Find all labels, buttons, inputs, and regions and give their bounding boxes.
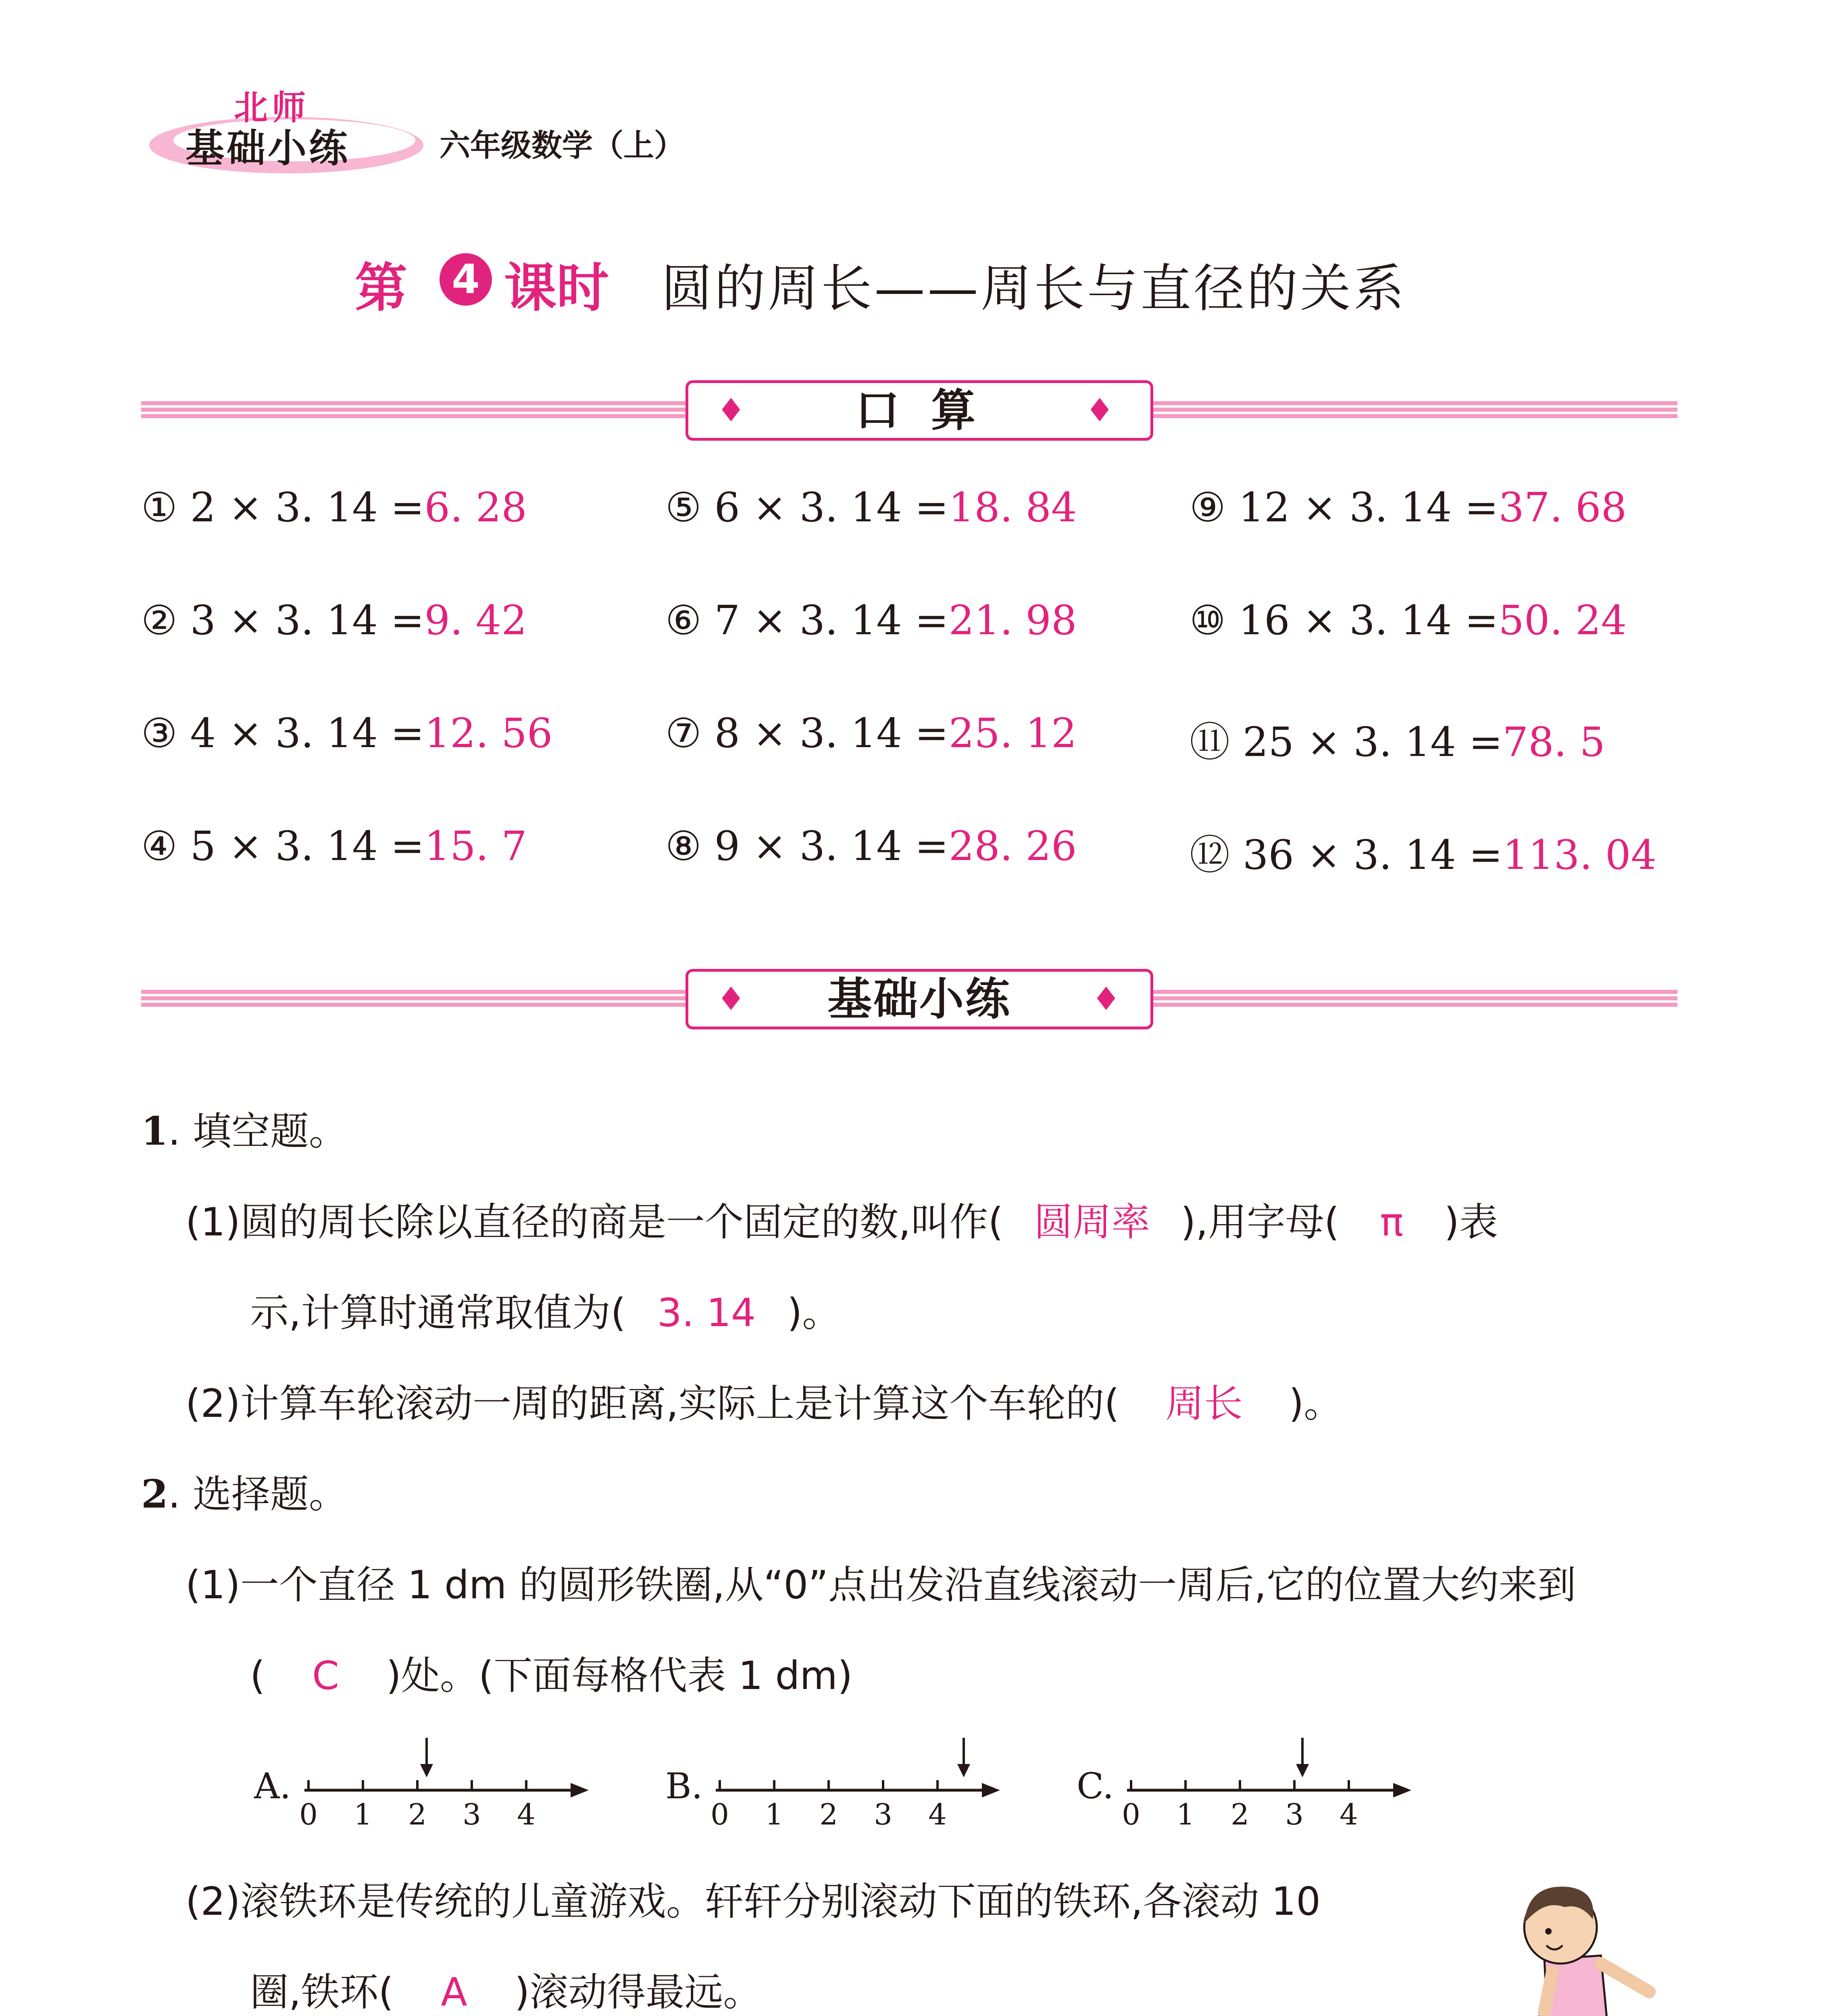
answer-blank: 周长: [1165, 1381, 1243, 1426]
tick-label: 1: [354, 1797, 372, 1831]
calc-item: ③ 4 × 3. 14 =12. 56: [141, 710, 553, 757]
diamond-icon: ♦: [717, 980, 747, 1018]
answer-blank: C: [312, 1653, 339, 1698]
logo-series: 基础小练: [185, 126, 350, 171]
option-letter: A.: [254, 1765, 291, 1807]
section-oral-title: 口 算: [855, 385, 984, 436]
section-basic-title: 基础小练: [827, 973, 1011, 1025]
option-letter: B.: [665, 1765, 703, 1807]
number-line-a: [254, 1738, 589, 1831]
question-2-part-1-cont: ( C )处。(下面每格代表 1 dm): [250, 1653, 853, 1698]
question-2-part-1: (1)一个直径 1 dm 的圆形铁圈,从“0”点出发沿直线滚动一周后,它的位置大约来到: [185, 1562, 1576, 1608]
tick-label: 0: [1122, 1797, 1140, 1831]
calc-item: ⑪ 25 × 3. 14 =78. 5: [1190, 719, 1605, 766]
calc-item: ① 2 × 3. 14 =6. 28: [141, 484, 527, 531]
tick-label: 2: [1231, 1797, 1249, 1831]
diamond-icon: ♦: [1085, 392, 1122, 429]
lesson-suffix: 课时: [504, 257, 609, 319]
question-1-part-2: (2)计算车轮滚动一周的距离,实际上是计算这个车轮的( 周长 )。: [185, 1373, 1342, 1428]
arrow-down-icon: [420, 1738, 433, 1777]
logo-publisher: 北师: [234, 88, 310, 127]
tick-label: 4: [928, 1797, 947, 1831]
lesson-prefix: 第: [355, 257, 408, 319]
tick-label: 1: [765, 1797, 783, 1831]
calc-item: ⑧ 9 × 3. 14 =28. 26: [665, 823, 1077, 870]
diamond-icon: ♦: [717, 392, 754, 429]
number-line-ticks: [308, 1780, 526, 1790]
calc-item: ⑫ 36 × 3. 14 =113. 04: [1190, 831, 1657, 879]
tick-label: 2: [408, 1797, 427, 1831]
tick-label: 1: [1176, 1797, 1195, 1831]
tick-label: 0: [710, 1797, 729, 1831]
tick-label: 2: [819, 1797, 838, 1831]
lesson-title: 圆的周长——周长与直径的关系: [661, 259, 1406, 318]
calc-item: ⑥ 7 × 3. 14 =21. 98: [665, 597, 1077, 644]
answer-blank: π: [1380, 1200, 1404, 1245]
calc-item: ⑩ 16 × 3. 14 =50. 24: [1190, 597, 1627, 644]
number-line-ticks: [720, 1780, 938, 1790]
calc-item: ② 3 × 3. 14 =9. 42: [141, 597, 527, 644]
option-letter: C.: [1077, 1765, 1114, 1807]
lesson-number-badge: 4: [440, 253, 492, 306]
number-line-options: [242, 1726, 1452, 1847]
question-2-heading: 2. 选择题。: [141, 1471, 348, 1517]
question-1-part-1-cont: 示,计算时通常取值为( 3. 14 )。: [250, 1290, 841, 1335]
number-line-c: [1077, 1738, 1411, 1831]
arrow-down-icon: [1296, 1738, 1309, 1777]
section-oral-banner: [685, 380, 1153, 441]
answer-blank: 3. 14: [657, 1290, 756, 1335]
grade-label: 六年级数学（上）: [440, 127, 685, 163]
answer-blank: 圆周率: [1033, 1200, 1150, 1245]
arrow-down-icon: [957, 1738, 970, 1777]
calc-item: ⑦ 8 × 3. 14 =25. 12: [665, 710, 1077, 757]
answer-blank: A: [441, 1970, 467, 2015]
question-1-heading: 1. 填空题。: [141, 1108, 348, 1154]
question-2-part-2-cont: 圈,铁环( A )滚动得最远。: [250, 1970, 762, 2015]
tick-label: 4: [517, 1797, 535, 1831]
tick-label: 3: [463, 1797, 481, 1831]
tick-label: 4: [1340, 1797, 1358, 1831]
number-line-b: [665, 1738, 1000, 1831]
calc-item: ⑤ 6 × 3. 14 =18. 84: [665, 484, 1077, 531]
question-2-part-2: (2)滚铁环是传统的儿童游戏。轩轩分别滚动下面的铁环,各滚动 10: [185, 1879, 1321, 1924]
tick-label: 0: [299, 1797, 318, 1831]
number-line-ticks: [1131, 1780, 1349, 1790]
tick-label: 3: [874, 1797, 892, 1831]
boy-rolling-hoop-illustration: [1391, 1855, 1714, 2016]
tick-label: 3: [1285, 1797, 1304, 1831]
calc-item: ⑨ 12 × 3. 14 =37. 68: [1190, 484, 1627, 531]
question-1-part-1: (1)圆的周长除以直径的商是一个固定的数,叫作( 圆周率 ),用字母( π )表: [185, 1191, 1498, 1247]
section-basic-banner: [685, 969, 1153, 1029]
diamond-icon: ♦: [1092, 980, 1122, 1018]
calc-item: ④ 5 × 3. 14 =15. 7: [141, 823, 527, 870]
